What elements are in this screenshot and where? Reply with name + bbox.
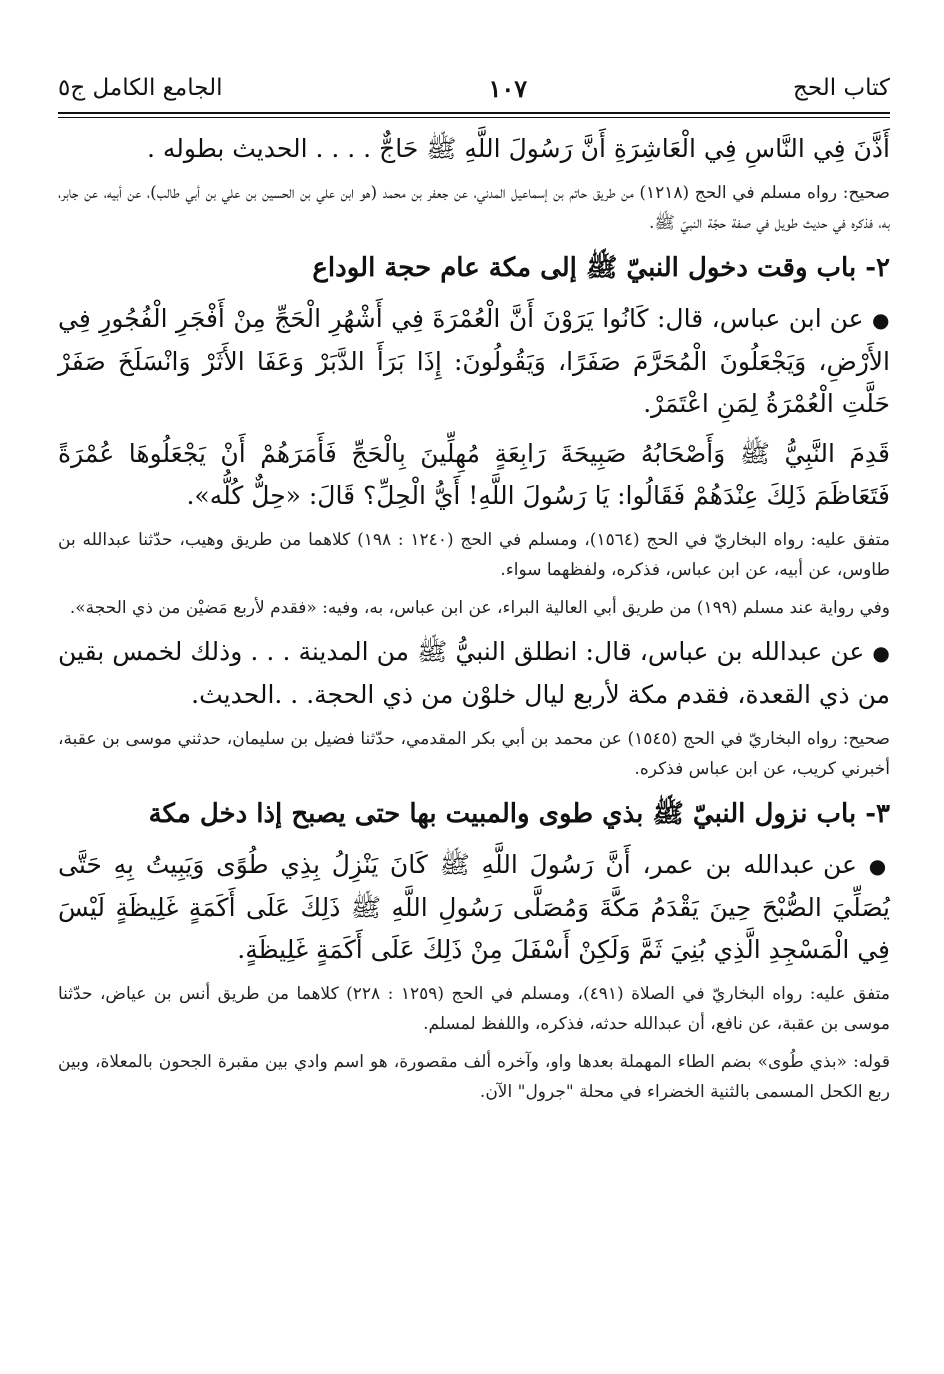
takhrij-note: صحيح: رواه مسلم في الحج (١٢١٨) من طريق حاتم بن إسماعيل المدني، عن جعفر بن محمد (هو ابن علي بن الحسين بن علي بن أبي طالب)، عن أبيه، عن جابر، به، فذكره في حديث طويل في صفة حجّة النبيّ ﷺ. [58,183,890,233]
bullet-icon: ● [868,854,890,878]
hadith-text: قَدِمَ النَّبِيُّ ﷺ وَأَصْحَابُهُ صَبِيحَةَ رَابِعَةٍ مُهِلِّينَ بِالْحَجِّ فَأَمَرَهُمْ أَنْ يَجْعَلُوهَا عُمْرَةً فَتَعَاظَمَ ذَلِكَ عِنْدَهُمْ فَقَالُوا: يَا رَسُولَ اللَّهِ! أَيُّ الْحِلِّ؟ قَالَ: «حِلٌّ كُلُّه». [58,439,890,510]
hadith-text: عن عبدالله بن عمر، أَنَّ رَسُولَ اللَّهِ ﷺ كَانَ يَنْزِلُ بِذِي طُوًى وَيَبِيتُ بِهِ حَتَّى يُصَلِّيَ الصُّبْحَ حِينَ يَقْدَمُ مَكَّةَ وَمُصَلَّى رَسُولِ اللَّهِ ﷺ ذَلِكَ عَلَى أَكَمَةٍ غَلِيظَةٍ لَيْسَ فِي الْمَسْجِدِ الَّذِي بُنِيَ ثَمَّ وَلَكِنْ أَسْفَلَ مِنْ ذَلِكَ عَلَى أَكَمَةٍ غَلِيظَةٍ. [58,850,890,964]
section-title: ٢- باب وقت دخول النبيّ ﷺ إلى مكة عام حجة الوداع [312,253,890,283]
bullet-icon: ● [872,308,891,332]
page-number: ١٠٧ [488,73,528,103]
chapter-title: كتاب الحج [793,75,890,101]
page-content [58,128,890,1107]
hadith-text: عن عبدالله بن عباس، قال: انطلق النبيُّ ﷺ من المدينة . . . وذلك لخمس بقين من ذي القعدة، فقدم مكة لأربع ليال خلوْن من ذي الحجة. . .الحديث. [58,637,890,709]
hadith-paragraph [58,298,890,425]
explanation-note: قوله: «بذي طُوى» بضم الطاء المهملة بعدها واو، وآخره ألف مقصورة، هو اسم وادي بين مقبرة الجحون بالمعلاة، وبين ربع الكحل المسمى بالثنية الخضراء في محلة "جرول" الآن. [58,1052,890,1102]
hadith-paragraph [58,631,890,716]
hadith-paragraph [58,844,890,971]
hadith-text: عن ابن عباس، قال: كَانُوا يَرَوْنَ أَنَّ الْعُمْرَةَ فِي أَشْهُرِ الْحَجِّ مِنْ أَفْجَرِ الْفُجُورِ فِي الأَرْضِ، وَيَجْعَلُونَ الْمُحَرَّمَ صَفَرًا، وَيَقُولُونَ: إِذَا بَرَأَ الدَّبَرْ وَعَفَا الأَثَرْ وَانْسَلَخَ صَفَرْ حَلَّتِ الْعُمْرَةُ لِمَنِ اعْتَمَرْ. [58,304,890,418]
section-title: ٣- باب نزول النبيّ ﷺ بذي طوى والمبيت بها حتى يصبح إذا دخل مكة [148,799,890,829]
header-rule-thin [58,117,890,118]
takhrij-note: متفق عليه: رواه البخاريّ في الحج (١٥٦٤)، ومسلم في الحج (١٢٤٠ : ١٩٨) كلاهما من طريق وهيب، حدّثنا عبدالله بن طاوس، عن أبيه، عن ابن عباس، فذكره، ولفظهما سواء. [58,530,890,580]
takhrij-note: صحيح: رواه البخاريّ في الحج (١٥٤٥) عن محمد بن أبي بكر المقدمي، حدّثنا فضيل بن سليمان، حدثني موسى بن عقبة، أخبرني كريب، عن ابن عباس فذكره. [58,729,890,779]
header-rule-thick [58,112,890,114]
bullet-icon: ● [872,641,891,665]
takhrij-note: وفي رواية عند مسلم (١٩٩) من طريق أبي العالية البراء، عن ابن عباس، به، وفيه: «فقدم لأربع مَضيْن من ذي الحجة». [69,598,890,618]
takhrij-note: متفق عليه: رواه البخاريّ في الصلاة (٤٩١)، ومسلم في الحج (١٢٥٩ : ٢٢٨) كلاهما من طريق أنس بن عياض، حدّثنا موسى بن عقبة، عن نافع، أن عبدالله حدثه، فذكره، واللفظ لمسلم. [58,984,890,1034]
hadith-text: أَذَّنَ فِي النَّاسِ فِي الْعَاشِرَةِ أَنَّ رَسُولَ اللَّهِ ﷺ حَاجٌّ . . . . الحديث بطوله . [146,134,890,163]
book-title: الجامع الكامل ج٥ [58,75,223,101]
page-header [58,68,890,108]
